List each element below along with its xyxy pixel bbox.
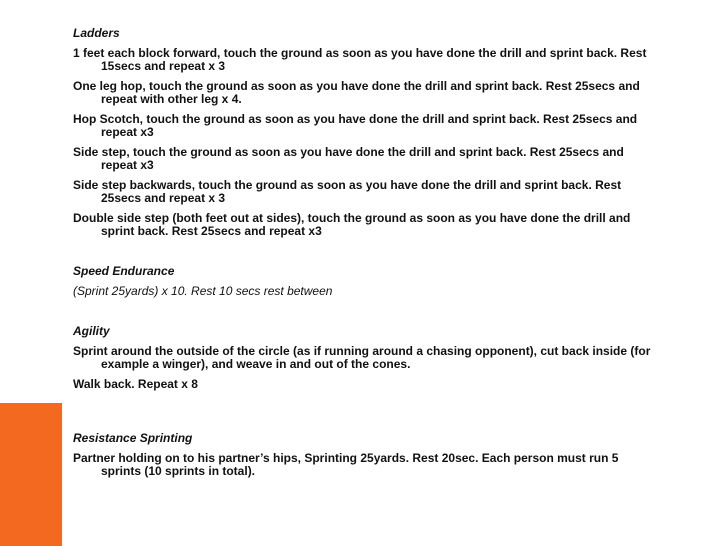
ladders-item: Side step backwards, touch the ground as soon as you have done the drill and sprint back. Rest 25secs and repeat x 3 — [73, 178, 622, 205]
orange-strip — [0, 403, 62, 546]
agility-item: Sprint around the outside of the circle (as if running around a chasing opponent), cut back inside (for example a winger), and weave in and out of the cones. — [73, 344, 651, 371]
ladders-item: Double side step (both feet out at sides), touch the ground as soon as you have done the drill and sprint back. Rest 25secs and repeat x3 — [73, 211, 631, 238]
resistance-sprinting-item: Partner holding on to his partner’s hips, Sprinting 25yards. Rest 20sec. Each person must run 5 sprints (10 sprints in total). — [73, 451, 619, 478]
ladders-item: 1 feet each block forward, touch the ground as soon as you have done the drill and sprint back. Rest 15secs and repeat x 3 — [73, 46, 647, 73]
agility-heading: Agility — [73, 324, 110, 338]
ladders-item: One leg hop, touch the ground as soon as you have done the drill and sprint back. Rest 25secs and repeat with other leg x 4. — [73, 79, 640, 106]
ladders-item: Hop Scotch, touch the ground as soon as you have done the drill and sprint back. Rest 25secs and repeat x3 — [73, 112, 638, 139]
ladders-item: Side step, touch the ground as soon as you have done the drill and sprint back. Rest 25secs and repeat x3 — [73, 145, 624, 172]
speed-endurance-text: (Sprint 25yards) x 10. Rest 10 secs rest between — [73, 284, 333, 298]
agility-item: Walk back. Repeat x 8 — [73, 377, 198, 391]
slide-content — [73, 27, 653, 485]
ladders-heading: Ladders — [73, 26, 120, 40]
speed-endurance-heading: Speed Endurance — [73, 264, 175, 278]
resistance-sprinting-heading: Resistance Sprinting — [73, 431, 193, 445]
